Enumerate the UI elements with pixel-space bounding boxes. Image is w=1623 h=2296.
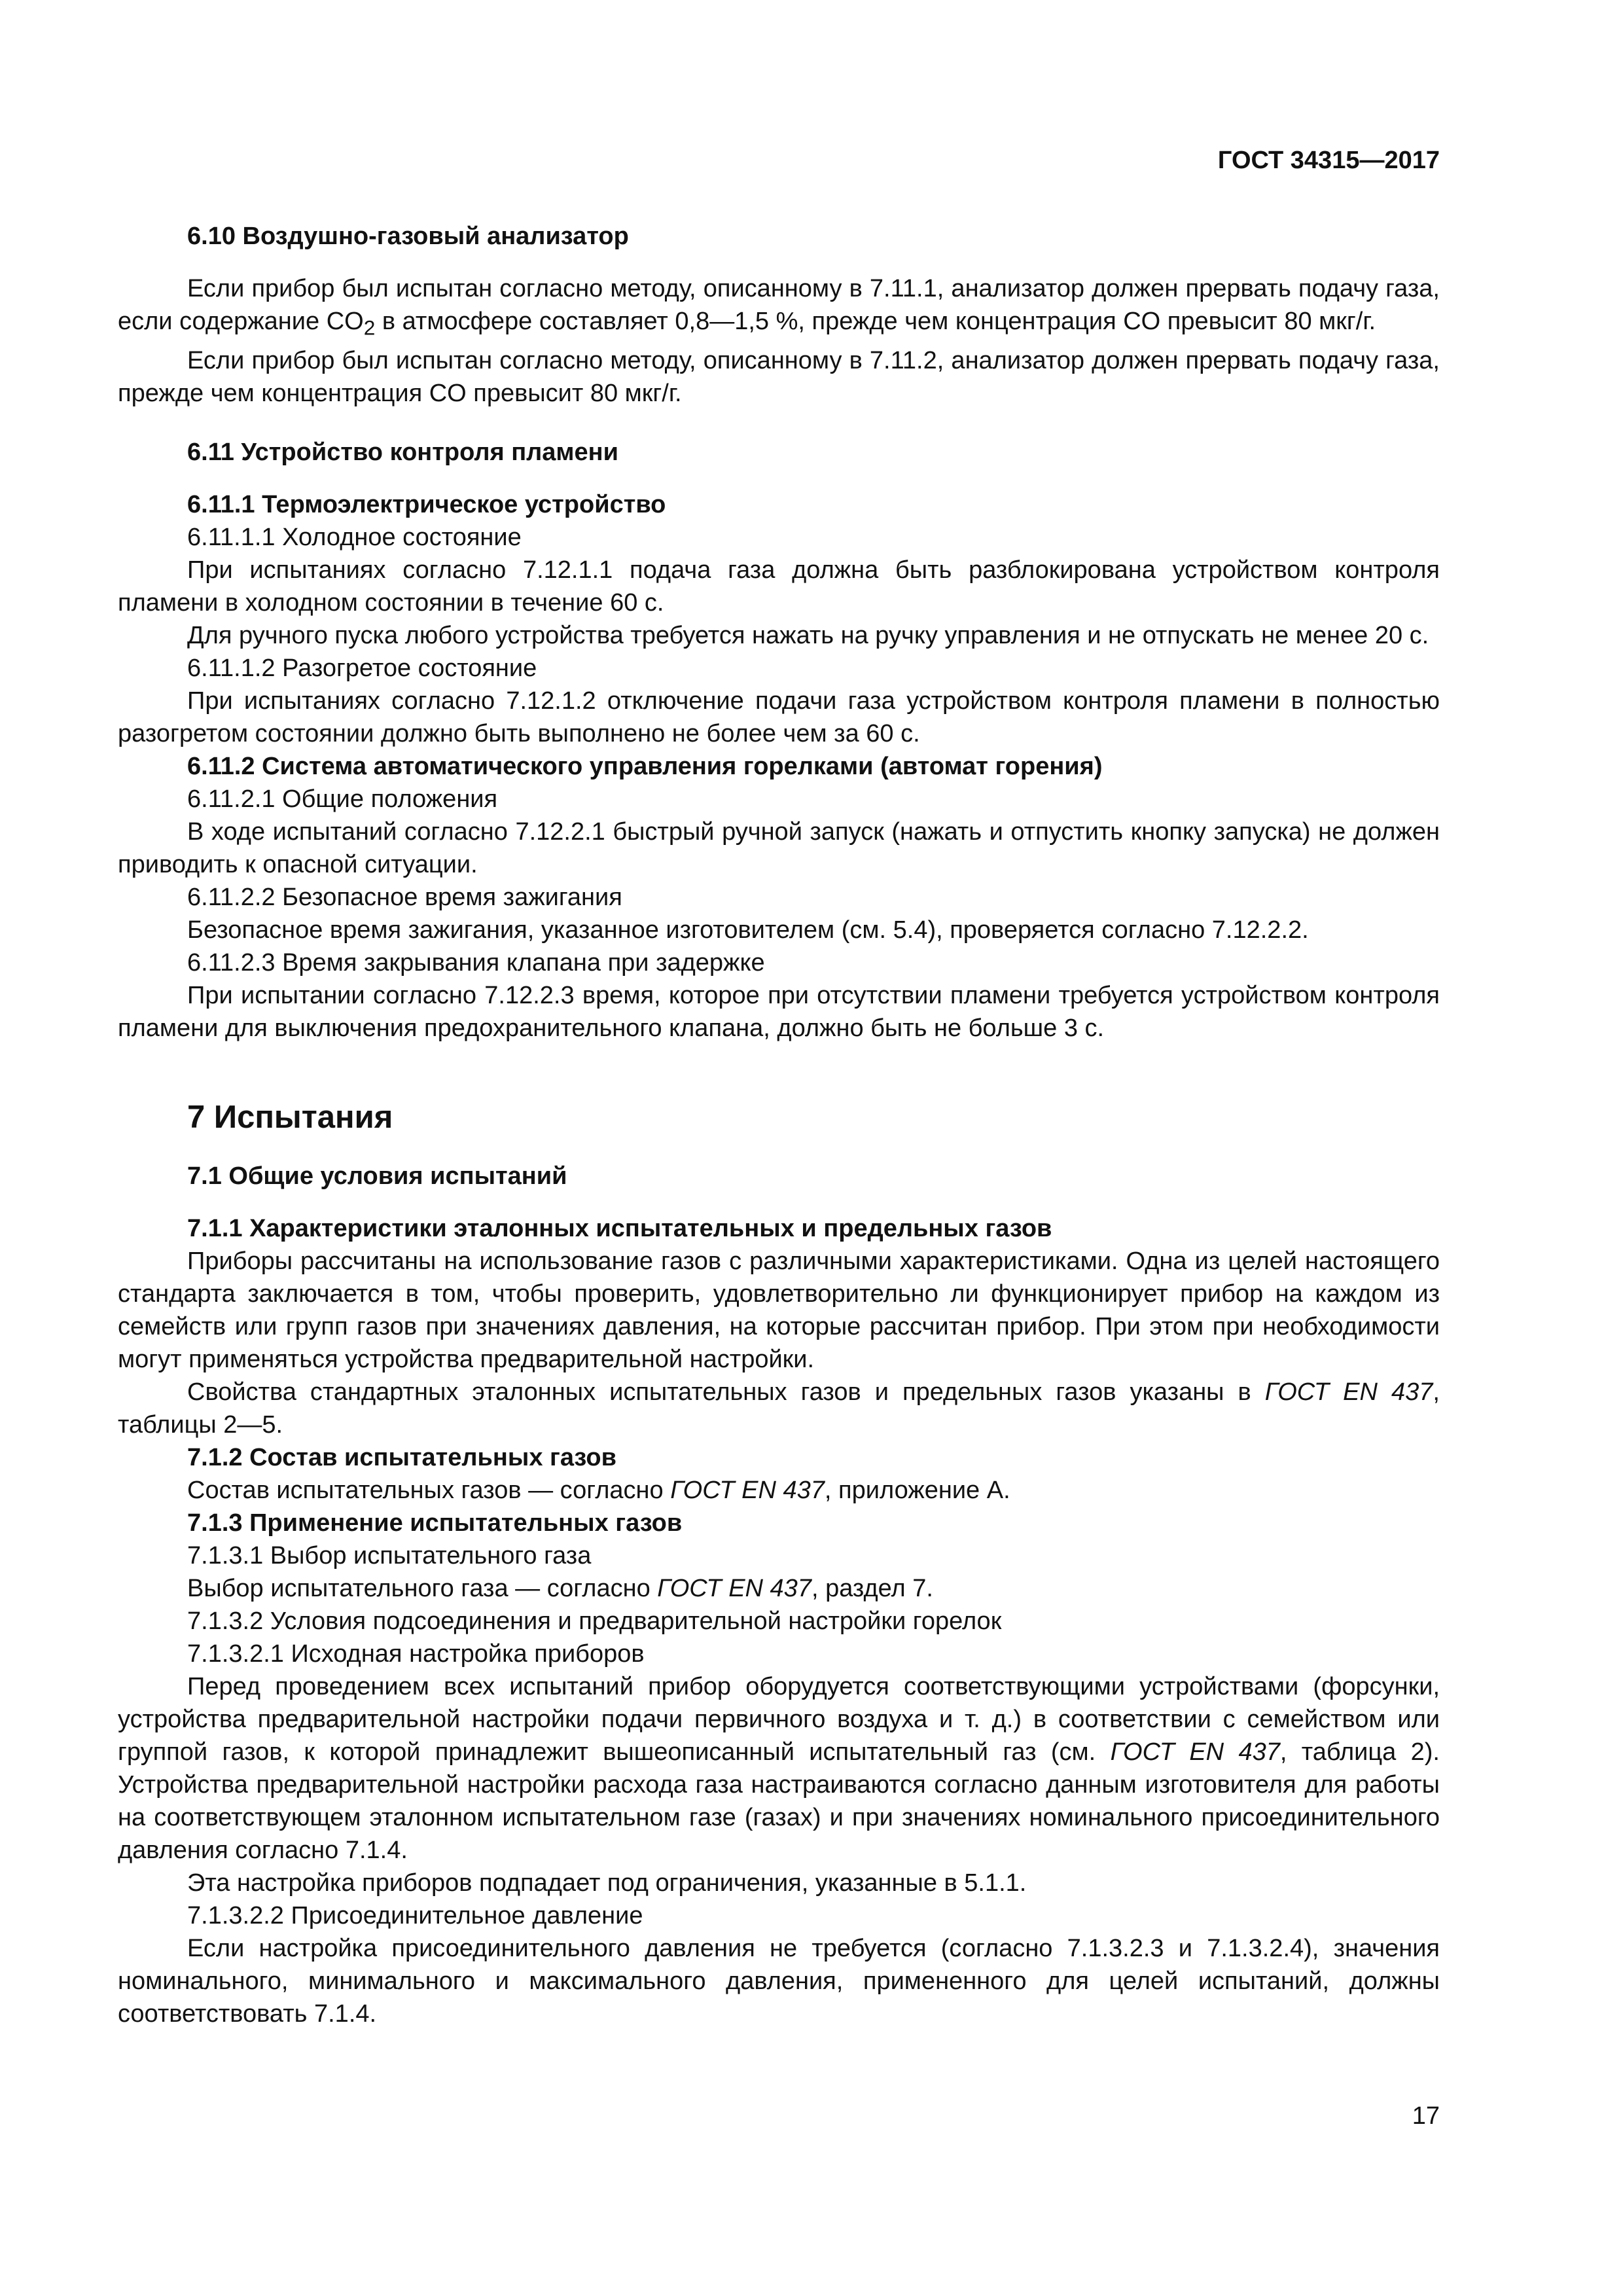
chapter-heading: 7 Испытания xyxy=(187,1099,393,1135)
paragraph: При испытаниях согласно 7.12.1.1 подача газа должна быть разблокирована устройством контроля пламени в холодном состоянии в течение 60 с. xyxy=(118,556,1440,617)
subsection-title: 6.11.2.2 Безопасное время зажигания xyxy=(187,883,622,911)
paragraph: Безопасное время зажигания, указанное изготовителем (см. 5.4), проверяется согласно 7.12.2.2. xyxy=(187,916,1309,944)
section-heading: 7.1.2 Состав испытательных газов xyxy=(187,1443,616,1471)
subsection-title: 7.1.3.2 Условия подсоединения и предварительной настройки горелок xyxy=(187,1607,1002,1635)
spacer xyxy=(118,1140,1440,1160)
section-heading: 7.1.1 Характеристики эталонных испытательных и предельных газов xyxy=(187,1214,1052,1242)
spacer xyxy=(118,253,1440,272)
subsection-title: 6.11.1.1 Холодное состояние xyxy=(187,523,522,551)
subsection-title: 7.1.3.1 Выбор испытательного газа xyxy=(187,1541,592,1570)
subsection-title: 6.11.2.1 Общие положения xyxy=(187,785,498,813)
page-number: 17 xyxy=(1412,2102,1440,2130)
paragraph: При испытании согласно 7.12.2.3 время, которое при отсутствии пламени требуется устройством контроля пламени для выключения предохранительного клапана, должно быть не больше 3 с. xyxy=(118,981,1440,1042)
paragraph: Перед проведением всех испытаний прибор оборудуется соответствующими устройствами (форсунки, устройства предварительной настройки подачи первичного воздуха и т. д.) в соответствии с семейством или группой газов, к которой принадлежит вышеописанный испытательный газ (см. ГОСТ EN 437, таблица 2). Устройства предварительной настройки расхода газа настраиваются согласно данным изготовителя для работы на соответствующем эталонном испытательном газе (газах) и при значениях номинального присоединительного давления согласно 7.1.4. xyxy=(118,1672,1440,1864)
paragraph: Если прибор был испытан согласно методу, описанному в 7.11.1, анализатор должен прервать подачу газа, если содержание $CO_2$ в атмосфере составляет 0,8—1,5 %, прежде чем концентрация CO превысит 80 мкг/г. xyxy=(118,275,1440,340)
paragraph: Приборы рассчитаны на использование газов с различными характеристиками. Одна из целей настоящего стандарта заключается в том, чтобы проверить, удовлетворительно ли функционирует прибор на каждом из семейств или групп газов при значениях давления, на которые рассчитан прибор. При этом при необходимости могут применяться устройства предварительной настройки. xyxy=(118,1247,1440,1373)
paragraph: При испытаниях согласно 7.12.1.2 отключение подачи газа устройством контроля пламени в полностью разогретом состоянии должно быть выполнено не более чем за 60 с. xyxy=(118,687,1440,747)
paragraph: Свойства стандартных эталонных испытательных газов и предельных газов указаны в ГОСТ EN 437, таблицы 2—5. xyxy=(118,1378,1440,1439)
document-code-header: ГОСТ 34315—2017 xyxy=(1217,147,1440,174)
section-heading: 6.11 Устройство контроля пламени xyxy=(187,438,618,466)
spacer xyxy=(118,1045,1440,1094)
spacer xyxy=(118,469,1440,488)
paragraph: Если настройка присоединительного давления не требуется (согласно 7.1.3.2.3 и 7.1.3.2.4), значения номинального, минимального и максимального давления, примененного для целей испытаний, должны соответствовать 7.1.4. xyxy=(118,1934,1440,2028)
document-page xyxy=(118,0,1440,2296)
paragraph: В ходе испытаний согласно 7.12.2.1 быстрый ручной запуск (нажать и отпустить кнопку запуска) не должен приводить к опасной ситуации. xyxy=(118,817,1440,878)
subsection-title: 7.1.3.2.1 Исходная настройка приборов xyxy=(187,1640,645,1668)
section-heading: 7.1 Общие условия испытаний xyxy=(187,1162,567,1190)
subsection-title: 6.11.2.3 Время закрывания клапана при задержке xyxy=(187,948,765,977)
section-heading: 6.10 Воздушно-газовый анализатор xyxy=(187,223,629,250)
section-heading: 7.1.3 Применение испытательных газов xyxy=(187,1509,683,1537)
spacer xyxy=(118,410,1440,436)
document-body xyxy=(118,220,1440,2030)
paragraph: Выбор испытательного газа — согласно ГОСТ EN 437, раздел 7. xyxy=(187,1574,933,1602)
paragraph: Если прибор был испытан согласно методу, описанному в 7.11.2, анализатор должен прервать подачу газа, прежде чем концентрация CO превысит 80 мкг/г. xyxy=(118,346,1440,407)
spacer xyxy=(118,1193,1440,1212)
paragraph: Эта настройка приборов подпадает под ограничения, указанные в 5.1.1. xyxy=(187,1869,1027,1897)
section-heading: 6.11.2 Система автоматического управления горелками (автомат горения) xyxy=(187,752,1103,780)
paragraph: Для ручного пуска любого устройства требуется нажать на ручку управления и не отпускать не менее 20 с. xyxy=(187,621,1429,649)
subsection-title: 6.11.1.2 Разогретое состояние xyxy=(187,654,537,682)
section-heading: 6.11.1 Термоэлектрическое устройство xyxy=(187,490,666,518)
subsection-title: 7.1.3.2.2 Присоединительное давление xyxy=(187,1901,643,1929)
paragraph: Состав испытательных газов — согласно ГОСТ EN 437, приложение А. xyxy=(187,1476,1010,1504)
